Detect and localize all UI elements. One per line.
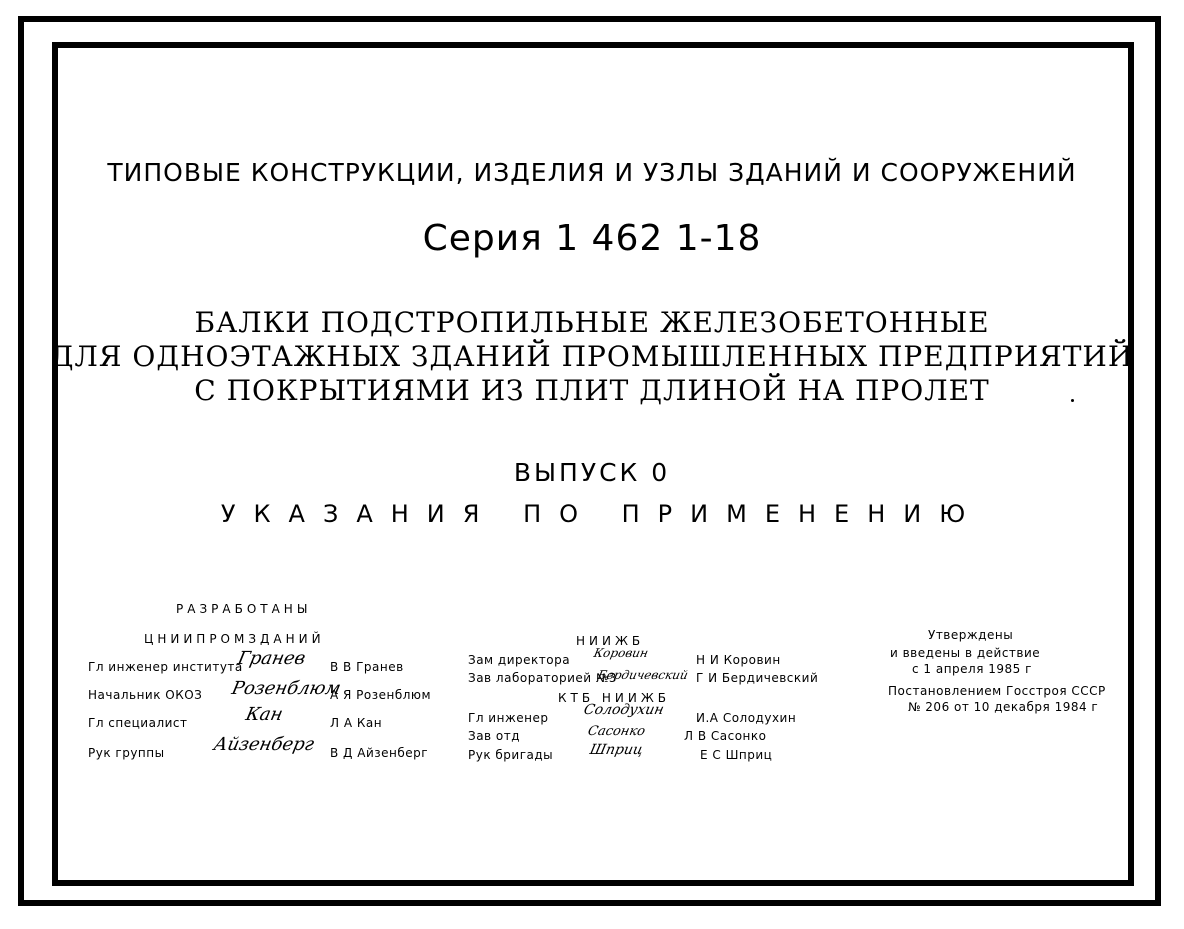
ktb-organization: КТБ НИИЖБ (558, 691, 671, 705)
niizhb-name-2: Г И Бердичевский (696, 671, 819, 685)
ktb-signature-2: Сасонко (586, 724, 647, 739)
ktb-position-1: Гл инженер (468, 711, 549, 725)
developer-name-1: В В Гранев (330, 660, 404, 674)
approval-line-2: и введены в действие (890, 646, 1041, 660)
developer-position-4: Рук группы (88, 746, 165, 760)
series-title: Серия 1 462 1-18 (422, 218, 762, 259)
developer-name-3: Л А Кан (330, 716, 383, 730)
developer-signature-4: Айзенберг (211, 734, 317, 755)
issue-number: ВЫПУСК 0 (513, 458, 671, 487)
niizhb-organization: НИИЖБ (576, 634, 645, 648)
approval-line-3: с 1 апреля 1985 г (912, 662, 1032, 676)
niizhb-position-2: Зав лабораторией №3 (468, 671, 618, 685)
issue-subtitle: УКАЗАНИЯ ПО ПРИМЕНЕНИЮ (220, 500, 984, 528)
developer-name-4: В Д Айзенберг (330, 746, 429, 760)
developer-signature-1: Гранев (235, 648, 308, 669)
ktb-name-1: И.А Солодухин (696, 711, 797, 725)
document-title-line-2: ДЛЯ ОДНОЭТАЖНЫХ ЗДАНИЙ ПРОМЫШЛЕННЫХ ПРЕДПРИЯТИЙ (50, 340, 1134, 373)
ktb-signature-3: Шприц (588, 742, 645, 758)
document-title-line-1: БАЛКИ ПОДСТРОПИЛЬНЫЕ ЖЕЛЕЗОБЕТОННЫЕ (194, 306, 990, 339)
niizhb-signature-2: Бердичевский (596, 668, 690, 682)
niizhb-position-1: Зам директора (468, 653, 571, 667)
developer-position-1: Гл инженер института (88, 660, 243, 674)
ktb-signature-1: Солодухин (582, 702, 666, 718)
developer-organization: ЦНИИПРОМЗДАНИЙ (144, 632, 325, 646)
ktb-name-3: Е С Шприц (700, 748, 773, 762)
ktb-position-2: Зав отд (468, 729, 521, 743)
approval-line-4: Постановлением Госстроя СССР (888, 684, 1106, 698)
developer-position-2: Начальник ОКОЗ (88, 688, 203, 702)
developer-signature-3: Кан (243, 704, 285, 725)
ktb-position-3: Рук бригады (468, 748, 554, 762)
document-title-line-3: С ПОКРЫТИЯМИ ИЗ ПЛИТ ДЛИНОЙ НА ПРОЛЕТ (194, 374, 990, 407)
series-header: ТИПОВЫЕ КОНСТРУКЦИИ, ИЗДЕЛИЯ И УЗЛЫ ЗДАНИЙ И СООРУЖЕНИЙ (107, 158, 1077, 187)
developer-name-2: А Я Розенблюм (330, 688, 432, 702)
ktb-name-2: Л В Сасонко (684, 729, 767, 743)
stray-dot (1071, 399, 1074, 402)
niizhb-name-1: Н И Коровин (696, 653, 781, 667)
developer-signature-2: Розенблюм (229, 678, 343, 699)
developer-position-3: Гл специалист (88, 716, 188, 730)
approval-line-5: № 206 от 10 декабря 1984 г (908, 700, 1099, 714)
niizhb-signature-1: Коровин (592, 646, 650, 660)
developed-heading: РАЗРАБОТАНЫ (176, 602, 312, 616)
approval-line-1: Утверждены (928, 628, 1014, 642)
